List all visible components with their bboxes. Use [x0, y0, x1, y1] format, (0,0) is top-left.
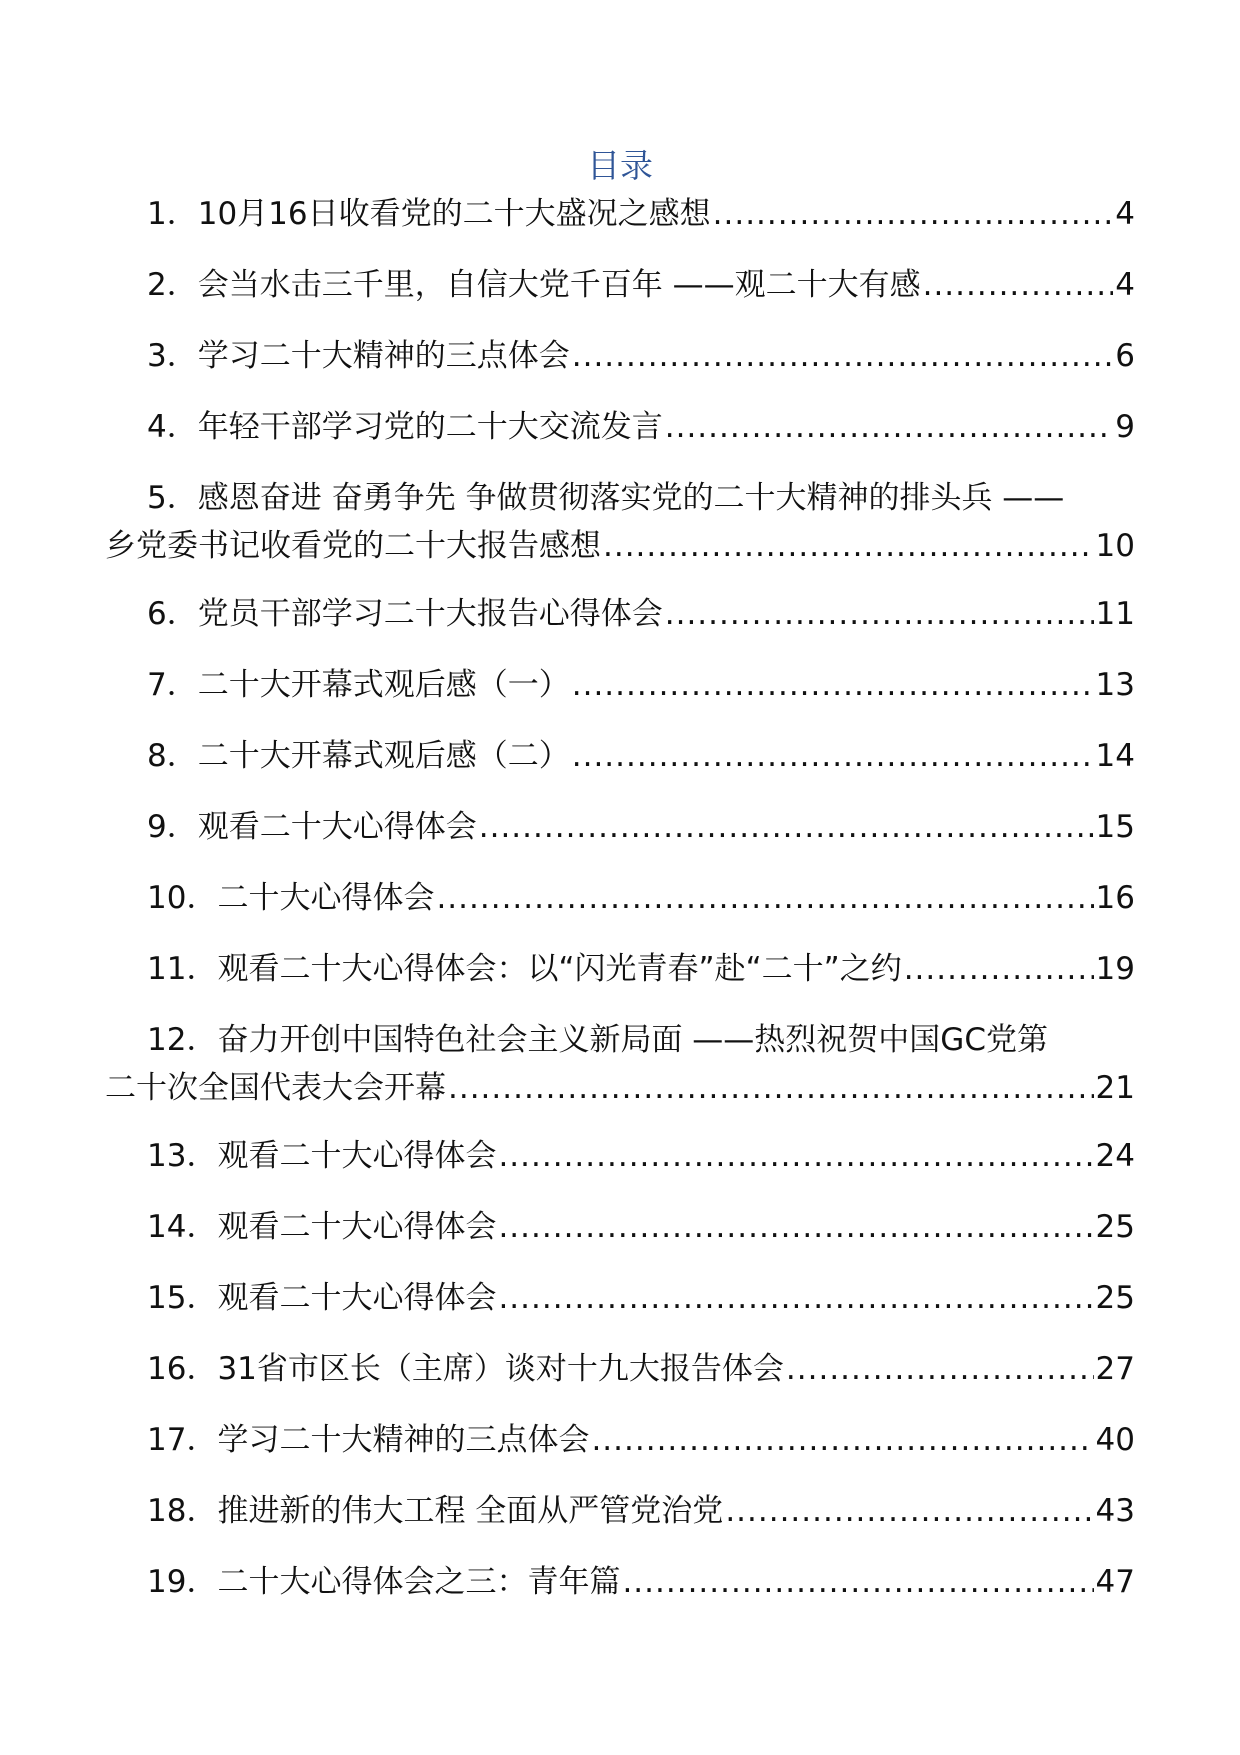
toc-entry[interactable] — [105, 190, 1135, 238]
toc-entry-number: 11． — [147, 951, 218, 987]
toc-entry-number: 19． — [147, 1564, 218, 1600]
toc-entry-page: 40 — [1095, 1422, 1135, 1458]
toc-entry-number: 14． — [147, 1209, 218, 1245]
toc-entry-page: 11 — [1095, 596, 1135, 632]
toc-entry[interactable] — [105, 1416, 1135, 1464]
toc-entry-text: 二十大开幕式观后感（二） — [197, 738, 570, 774]
dot-leader — [603, 522, 1094, 570]
toc-entry-text: 观看二十大心得体会 — [197, 809, 477, 845]
dot-leader — [572, 661, 1094, 709]
toc-entry-text: 年轻干部学习党的二十大交流发言 — [197, 409, 663, 445]
dot-leader — [923, 261, 1114, 309]
toc-entry-number: 2． — [147, 267, 198, 303]
dot-leader — [498, 1203, 1093, 1251]
toc-entry-page: 47 — [1095, 1564, 1135, 1600]
dot-leader — [572, 732, 1094, 780]
toc-entry-text: 二十大心得体会之三：青年篇 — [217, 1564, 621, 1600]
dot-leader — [904, 945, 1094, 993]
toc-entry[interactable] — [105, 874, 1135, 922]
dot-leader — [713, 190, 1114, 238]
toc-entry[interactable] — [105, 1274, 1135, 1322]
toc-entry-number: 6． — [147, 596, 198, 632]
toc-list — [105, 190, 1135, 1629]
toc-entry-page: 43 — [1095, 1493, 1135, 1529]
toc-entry-page: 14 — [1095, 738, 1135, 774]
toc-entry-number: 9． — [147, 809, 198, 845]
toc-entry-number: 10． — [147, 880, 218, 916]
toc-entry-number: 16． — [147, 1351, 218, 1387]
dot-leader — [572, 332, 1114, 380]
toc-entry-number: 3． — [147, 338, 198, 374]
dot-leader — [725, 1487, 1093, 1535]
toc-entry[interactable] — [105, 732, 1135, 780]
toc-entry-number: 12． — [147, 1022, 218, 1058]
dot-leader — [448, 1064, 1094, 1112]
toc-entry-text: 观看二十大心得体会 — [217, 1138, 497, 1174]
toc-entry-text: 学习二十大精神的三点体会 — [217, 1422, 590, 1458]
toc-entry-page: 19 — [1095, 951, 1135, 987]
toc-entry-page: 21 — [1095, 1070, 1135, 1106]
dot-leader — [498, 1132, 1093, 1180]
toc-entry-page: 4 — [1115, 196, 1135, 232]
toc-entry-text: 二十大心得体会 — [217, 880, 435, 916]
toc-entry-number: 4． — [147, 409, 198, 445]
toc-entry-page: 4 — [1115, 267, 1135, 303]
dot-leader — [498, 1274, 1093, 1322]
toc-entry-number: 15． — [147, 1280, 218, 1316]
toc-entry[interactable] — [105, 1203, 1135, 1251]
toc-entry-number: 13． — [147, 1138, 218, 1174]
toc-entry-text-line2: 二十次全国代表大会开幕 — [105, 1070, 446, 1106]
toc-entry-text-line2: 乡党委书记收看党的二十大报告感想 — [105, 528, 601, 564]
toc-entry-page: 9 — [1115, 409, 1135, 445]
toc-entry[interactable] — [105, 661, 1135, 709]
toc-entry-text: 观看二十大心得体会 — [217, 1280, 497, 1316]
toc-entry-page: 24 — [1095, 1138, 1135, 1174]
toc-entry-text: 观看二十大心得体会：以“闪光青春”赴“二十”之约 — [217, 951, 902, 987]
toc-entry-number: 17． — [147, 1422, 218, 1458]
toc-entry[interactable] — [105, 945, 1135, 993]
dot-leader — [665, 590, 1094, 638]
toc-entry[interactable] — [105, 803, 1135, 851]
toc-entry-text: 观看二十大心得体会 — [217, 1209, 497, 1245]
toc-entry-number: 5． — [147, 480, 198, 516]
toc-entry[interactable] — [105, 1558, 1135, 1606]
toc-entry[interactable] — [105, 332, 1135, 380]
toc-entry[interactable] — [105, 474, 1135, 570]
toc-entry-text: 学习二十大精神的三点体会 — [197, 338, 570, 374]
toc-entry-number: 7． — [147, 667, 198, 703]
toc-entry-page: 16 — [1095, 880, 1135, 916]
toc-entry[interactable] — [105, 1132, 1135, 1180]
toc-entry-page: 15 — [1095, 809, 1135, 845]
toc-entry-text-line1: 奋力开创中国特色社会主义新局面 ——热烈祝贺中国GC党第 — [217, 1022, 1048, 1058]
toc-entry-page: 6 — [1115, 338, 1135, 374]
toc-entry-number: 8． — [147, 738, 198, 774]
toc-entry-text: 推进新的伟大工程 全面从严管党治党 — [217, 1493, 724, 1529]
dot-leader — [436, 874, 1093, 922]
toc-entry-text: 党员干部学习二十大报告心得体会 — [197, 596, 663, 632]
toc-entry-page: 10 — [1095, 528, 1135, 564]
toc-entry-page: 25 — [1095, 1280, 1135, 1316]
dot-leader — [786, 1345, 1094, 1393]
toc-entry[interactable] — [105, 1487, 1135, 1535]
toc-title: 目录 — [587, 146, 653, 185]
toc-entry-text: 31省市区长（主席）谈对十九大报告体会 — [217, 1351, 784, 1387]
toc-entry[interactable] — [105, 1016, 1135, 1112]
toc-entry-text-line1: 感恩奋进 奋勇争先 争做贯彻落实党的二十大精神的排头兵 —— — [197, 480, 1065, 516]
toc-entry[interactable] — [105, 403, 1135, 451]
toc-entry[interactable] — [105, 1345, 1135, 1393]
toc-entry-number: 18． — [147, 1493, 218, 1529]
dot-leader — [622, 1558, 1093, 1606]
toc-entry-page: 25 — [1095, 1209, 1135, 1245]
toc-entry-text: 二十大开幕式观后感（一） — [197, 667, 570, 703]
toc-entry-page: 13 — [1095, 667, 1135, 703]
dot-leader — [479, 803, 1094, 851]
toc-entry-text: 会当水击三千里，自信大党千百年 ——观二十大有感 — [197, 267, 921, 303]
toc-entry[interactable] — [105, 590, 1135, 638]
toc-entry[interactable] — [105, 261, 1135, 309]
dot-leader — [665, 403, 1114, 451]
toc-entry-page: 27 — [1095, 1351, 1135, 1387]
dot-leader — [591, 1416, 1093, 1464]
toc-entry-text: 10月16日收看党的二十大盛况之感想 — [197, 196, 711, 232]
toc-entry-number: 1． — [147, 196, 198, 232]
